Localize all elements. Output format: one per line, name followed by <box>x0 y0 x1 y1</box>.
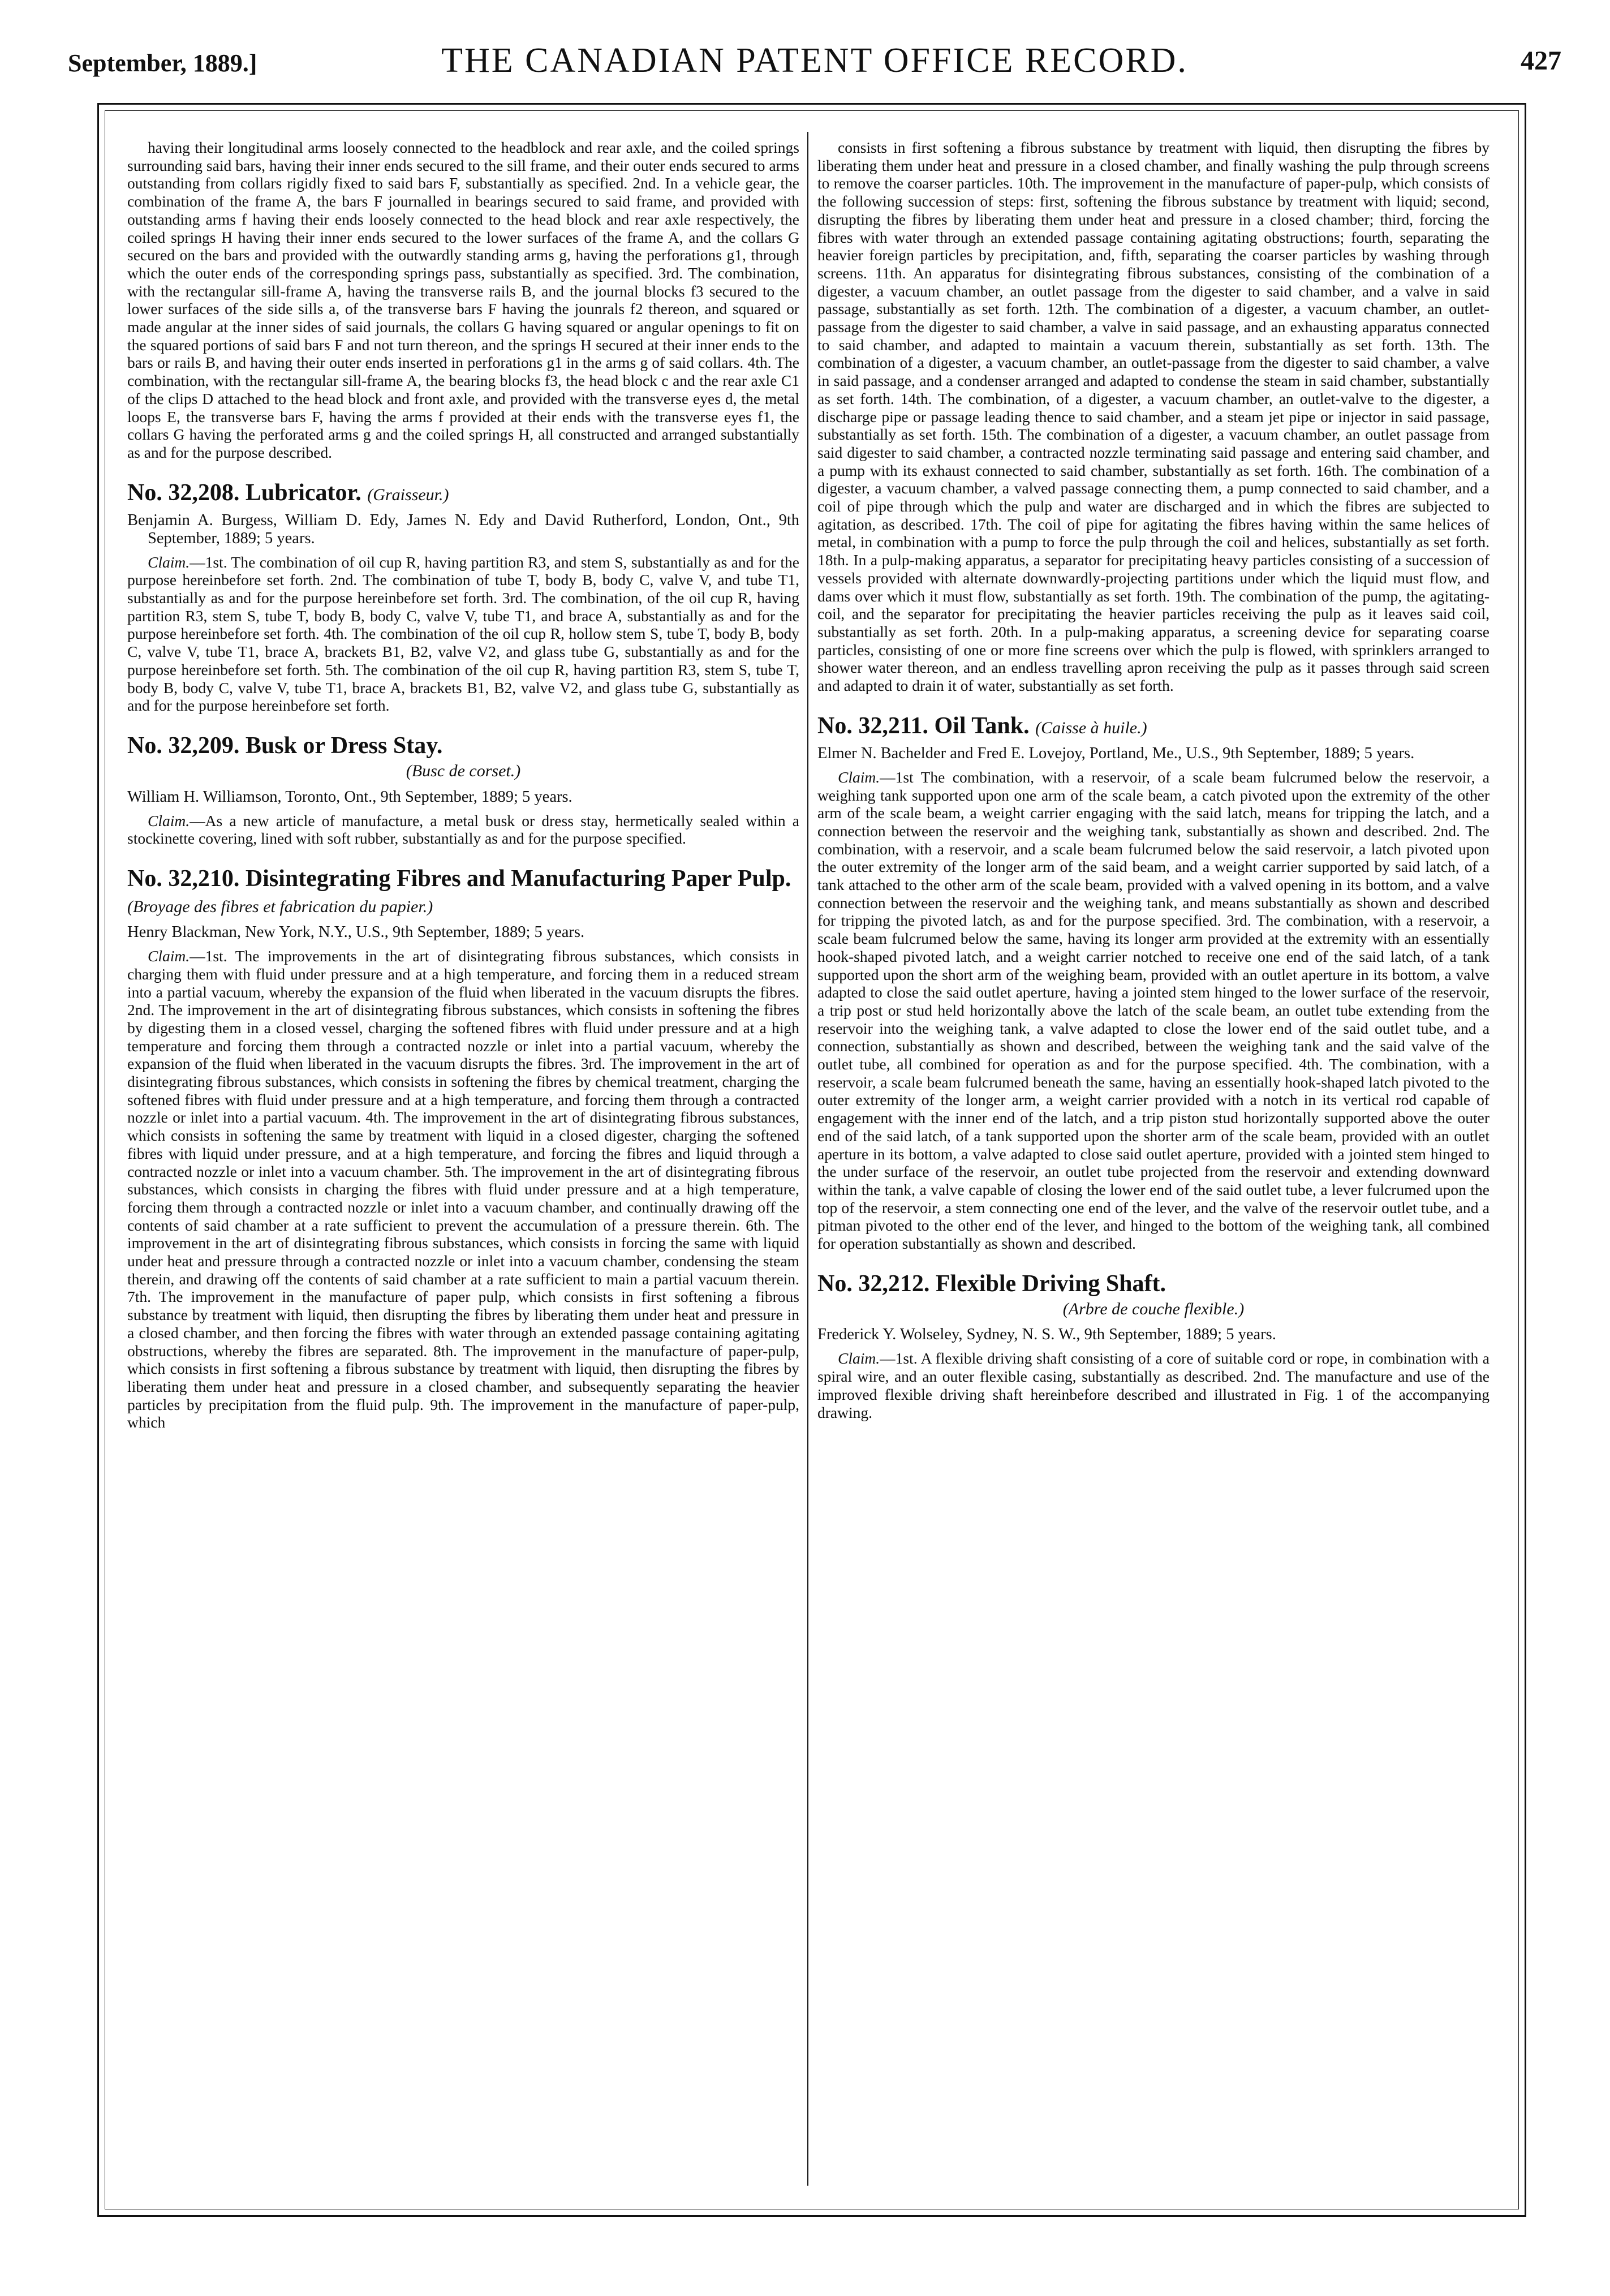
entry-heading <box>127 866 799 920</box>
claim-text: —1st The combination, with a reservoir, of a scale beam fulcrumed below the reservoir, a weighing tank supported upon one arm of the scale beam, a catch pivoted upon the extremity of the other arm of the scale beam, a weight carrier engaging with the said latch, means for tripping the latch, and a connection between the reservoir and the weighing tank, substantially as shown and described. 2nd. The combination, with a reservoir, and a scale beam fulcrumed below the said reservoir, a latch pivoted upon the outer extremity of the longer arm of the said beam, and a weight carrier supported by said latch, of a tank attached to the other arm of the scale beam, provided with a valved opening in its bottom, and a valve connection between the reservoir and the weighing tank, and means substantially as shown and described for tripping the pivoted latch, as and for the purpose specified. 3rd. The combination, with a reservoir, a scale beam fulcrumed below the same, having its longer arm provided at the extremity with an essentially hook-shaped pivoted latch, and a weight carrier notched to receive one end of the said latch, of a tank supported upon the short arm of the weighing beam, provided with an outlet aperture in its bottom, a valve adapted to close the said outlet aperture, having a jointed stem hinged to the lower surface of the reservoir, a trip post or stud held horizontally above the latch of the scale beam, an outlet tube extending from the reservoir into the weighing tank, a valve adapted to close the lower end of the said outlet tube, and a connection, substantially as shown and described, between the weighing tank and the said valve of the outlet tube, all combined for operation as and for the purpose specified. 4th. The combination, with a reservoir, a scale beam fulcrumed beneath the same, having an essentially hook-shaped latch pivoted to the outer extremity of the longer arm, a weight carrier provided with a notch in its vertical rod capable of engagement with the inner end of the latch, and a trip piston stud horizontally supported above the outer end of the said latch, of a tank supported upon the shorter arm of the scale beam, provided with an outlet aperture in its bottom, a valve adapted to close said outlet aperture, provided with a jointed stem hinged to the under surface of the reservoir, an outlet tube projected from the reservoir and extending downward within the tank, a valve capable of closing the lower end of the said outlet tube, a lever fulcrumed upon the top of the reservoir, a stem connecting one end of the lever, and the valve of the reservoir outlet tube, and a pitman pivoted to the other end of the lever, and hinged to the bottom of the weighing tank, all combined for operation substantially as shown and described. <box>817 768 1490 1253</box>
inventor-line: Elmer N. Bachelder and Fred E. Lovejoy, Portland, Me., U.S., 9th September, 1889; 5 years. <box>817 744 1415 762</box>
claim-label: Claim. <box>148 947 190 965</box>
page-header <box>68 41 1561 92</box>
claim-paragraph <box>127 553 799 715</box>
entry-heading <box>817 713 1490 741</box>
patent-number: No. 32,209. <box>127 732 240 759</box>
entry-heading <box>127 480 799 508</box>
french-title: (Graisseur.) <box>367 485 449 504</box>
claim-paragraph <box>817 1349 1490 1421</box>
claim-paragraph <box>817 768 1490 1253</box>
right-column <box>817 139 1490 2181</box>
french-title: (Arbre de couche flexible.) <box>1062 1299 1245 1318</box>
claim-label: Claim. <box>148 553 190 571</box>
patent-title: Flexible Driving Shaft. <box>935 1270 1166 1297</box>
claim-label: Claim. <box>148 811 190 829</box>
patent-title: Disintegrating Fibres and Manufacturing Paper Pulp. <box>245 866 791 892</box>
claim-paragraph <box>127 812 799 848</box>
issue-date: September, 1889.] <box>68 49 257 77</box>
patent-title: Lubricator. <box>245 479 361 506</box>
claim-label: Claim. <box>838 768 880 786</box>
patent-number: No. 32,211. <box>817 712 929 739</box>
continued-claim-text: having their longitudinal arms loosely connected to the headblock and rear axle, and the coiled springs surrounding said bars, having their inner ends secured to the sill frame, and their outer ends secured to arms outstanding from collars rigidly fixed to said bars F, substantially as specified. 2nd. In a vehicle gear, the combination of the frame A, the bars F journalled in bearings secured to said frame, and provided with outstanding arms f having their ends loosely connected to the head block and rear axle respectively, the coiled springs H having their inner ends secured to the lower surfaces of the frame A, and the collars G secured on the bars and provided with the outwardly standing arms g, having the perforations g1, through which the outer ends of the corresponding springs pass, substantially as specified. 3rd. The combination, with the rectangular sill-frame A, having the transverse rails B, and the journal blocks f3 secured to the lower surfaces of the side sills a, of the transverse bars F having the jounrals f2 thereon, and squared or made angular at the inner sides of said journals, the collars G having squared or angular openings to fit on the squared portions of said bars F and not turn thereon, and the springs H secured at their inner ends to the bars or rails B, and having their outer ends inserted in perforations g1 in the arms g of said collars. 4th. The combination, with the rectangular sill-frame A, the bearing blocks f3, the head block c and the rear axle C1 of the clips D attached to the head block and front axle, and provided with the transverse eyes d, the metal loops E, the transverse bars F, having the arms f provided at their ends with the transverse eyes f1, the collars G having the perforated arms g and the coiled springs H, all constructed and arranged substantially as and for the purpose described. <box>127 139 799 461</box>
inventor-line: Benjamin A. Burgess, William D. Edy, James N. Edy and David Rutherford, London, Ont., 9th September, 1889; 5 years. <box>127 511 799 547</box>
patent-title: Oil Tank. <box>934 712 1030 739</box>
patent-title: Busk or Dress Stay. <box>245 732 443 759</box>
patent-number: No. 32,212. <box>817 1270 930 1297</box>
inventor-line: Frederick Y. Wolseley, Sydney, N. S. W., 9th September, 1889; 5 years. <box>817 1326 1276 1344</box>
patent-entry-32212 <box>817 1271 1490 1422</box>
publication-title: THE CANADIAN PATENT OFFICE RECORD. <box>441 41 1188 80</box>
claim-text: —1st. The improvements in the art of disintegrating fibrous substances, which consists in charging them with fluid under pressure and at a high temperature, and forcing them in a reduced stream into a partial vacuum, whereby the expansion of the fluid when liberated in the vacuum disrupts the fibres. 2nd. The improvement in the art of disintegrating fibrous substances, which consists in softening the fibres by digesting them in a closed vessel, charging the softened fibres with fluid under pressure and at a high temperature and forcing them through a contracted nozzle or inlet into a partial vacuum, whereby the expansion of the fluid when liberated in the vacuum disrupts the fibres. 3rd. The improvement in the art of disintegrating fibrous substances, which consists in softening the fibres by chemical treatment, charging the softened fibres with fluid under pressure and at a high temperature, and forcing them through a contracted nozzle or inlet into a partial vacuum. 4th. The improvement in the art of disintegrating fibrous substances, which consists in softening the same by treatment with liquid in a closed digester, charging the softened fibres with liquid under pressure, and at a high temperature, and forcing the fibres and liquid through a contracted nozzle or inlet into a vacuum chamber. 5th. The improvement in the art of disintegrating fibrous substances, which consists in charging the fibres with fluid under pressure and at a high temperature, forcing them through a contracted nozzle or inlet into a vacuum chamber, and continually drawing off the contents of said chamber at a rate sufficient to prevent the accumulation of a pressure therein. 6th. The improvement in the art of disintegrating fibrous substances, which consists in forcing the same with liquid under heat and pressure through a contracted nozzle or inlet into a vacuum chamber, condensing the steam therein, and drawing off the contents of said chamber at a rate sufficient to main a partial vacuum therein. 7th. The improvement in the manufacture of paper pulp, which consists in first softening a fibrous substance by treatment with liquid, then disrupting the fibres by liberating them under heat and pressure in a closed chamber, and then forcing the fibres with water through an extended passage containing agitating obstructions, whereby the fibres are separated. 8th. The improvement in the manufacture of paper-pulp, which consists in first softening a fibrous substance by treatment with liquid, then disrupting the fibres by liberating them under heat and pressure in a closed chamber, and subsequently separating the heavier particles by precipitation from the fluid pulp. 9th. The improvement in the manufacture of paper-pulp, which <box>127 947 799 1431</box>
continued-claim-text: consists in first softening a fibrous substance by treatment with liquid, then disrupting the fibres by liberating them under heat and pressure in a closed chamber, and finally washing the pulp through screens to remove the coarser particles. 10th. The improvement in the manufacture of paper-pulp, which consists of the following succession of steps: first, softening the fibrous substance by treatment with liquid; second, disrupting the fibres by liberating them under heat and pressure in a closed chamber; third, forcing the fibres with water through an extended passage containing agitating obstructions; fourth, separating the heavier foreign particles by precipitation, and, fifth, separating the coarser particles by washing through screens. 11th. An apparatus for disintegrating fibrous substances, consisting of the combination of a digester, a vacuum chamber, an outlet passage from the digester to said chamber, and a valve in said passage, substantially as set forth. 12th. The combination of a digester, a vacuum chamber, an outlet-passage from the digester to said chamber, a valve in said passage, and an exhausting apparatus connected to said chamber, and adapted to maintain a vacuum therein, substantially as set forth. 13th. The combination of a digester, a vacuum chamber, an outlet-passage from the digester to said chamber, a valve in said passage, and a condenser arranged and adapted to condense the steam in said chamber, substantially as set forth. 14th. The combination, of a digester, a vacuum chamber, an outlet-valve to the digester, a discharge pipe or passage leading thence to said chamber, and a steam jet pipe or injector in said passage, substantially as set forth. 15th. The combination of a digester, a vacuum chamber, an outlet passage from said digester to said chamber, a contracted nozzle terminating said passage and entering said chamber, and a pump with its exhaust connected to said chamber, substantially as set forth. 16th. The combination of a digester, a vacuum chamber, a valved passage connecting them, a pump connected to said chamber, and a coil of pipe through which the pulp and water are discharged and in which the fibres are subjected to agitation, as described. 17th. The coil of pipe for agitating the fibres having within the same helices of metal, in combination with a pump to force the pulp through the coil and helices, substantially as set forth. 18th. In a pulp-making apparatus, a separator for precipitating heavy particles consisting of a succession of vessels provided with alternate downwardly-projecting partitions under which the liquid must flow, and dams over which it must flow, substantially as set forth. 19th. The combination of the pump, the agitating-coil, and the separator for precipitating the heavier particles receiving the pulp as it leaves said coil, substantially as set forth. 20th. In a pulp-making apparatus, a screening device for separating coarse particles, consisting of one or more fine screens over which the pulp is flowed, with sprinklers arranged to shower water thereon, and an endless travelling apron receiving the pulp as it passes through said screen and adapted to drain it of water, substantially as set forth. <box>817 139 1490 695</box>
inventor-line: Henry Blackman, New York, N.Y., U.S., 9th September, 1889; 5 years. <box>127 923 585 941</box>
page-number: 427 <box>1521 46 1561 76</box>
entry-heading <box>127 733 799 759</box>
claim-text: —As a new article of manufacture, a metal busk or dress stay, hermetically sealed within a stockinette covering, lined with soft rubber, substantially as and for the purpose specified. <box>127 811 799 848</box>
patent-number: No. 32,210. <box>127 866 240 892</box>
patent-entry-32209 <box>127 733 799 848</box>
inventor-line: William H. Williamson, Toronto, Ont., 9th September, 1889; 5 years. <box>127 788 572 806</box>
patent-entry-32208 <box>127 480 799 715</box>
entry-heading <box>817 1271 1490 1297</box>
patent-entry-32210 <box>127 866 799 1431</box>
claim-label: Claim. <box>838 1349 880 1368</box>
french-title: (Busc de corset.) <box>406 761 521 780</box>
french-title: (Broyage des fibres et fabrication du papier.) <box>127 897 433 917</box>
patent-number: No. 32,208. <box>127 479 240 506</box>
column-divider <box>807 132 808 2186</box>
french-title: (Caisse à huile.) <box>1035 718 1147 737</box>
claim-text: —1st. A flexible driving shaft consisting of a core of suitable cord or rope, in combination with a spiral wire, and an outer flexible casing, substantially as described. 2nd. The manufacture and use of the improved flexible driving shaft hereinbefore described and illustrated in Fig. 1 of the accompanying drawing. <box>817 1349 1490 1421</box>
claim-paragraph <box>127 947 799 1431</box>
claim-text: —1st. The combination of oil cup R, having partition R3, and stem S, substantially as and for the purpose hereinbefore set forth. 2nd. The combination of tube T, body B, body C, valve V, and tube T1, substantially as and for the purpose hereinbefore set forth. 3rd. The combination, of the oil cup R, having partition R3, stem S, tube T, body B, body C, valve V, tube T1, and brace A, substantially as and for the purpose hereinbefore set forth. 4th. The combination of the oil cup R, hollow stem S, tube T, body B, body C, valve V, tube T1, brace A, brackets B1, B2, valve V2, and glass tube G, substantially as and for the purpose hereinbefore set forth. 5th. The combination of the oil cup R, having partition R3, stem S, tube T, body B, body C, valve V, tube T1, brace A, brackets B1, B2, valve V2, and glass tube G, substantially as and for the purpose hereinbefore set forth. <box>127 553 799 715</box>
page-frame <box>97 103 1526 2217</box>
left-column <box>127 139 799 2181</box>
patent-entry-32211 <box>817 713 1490 1253</box>
